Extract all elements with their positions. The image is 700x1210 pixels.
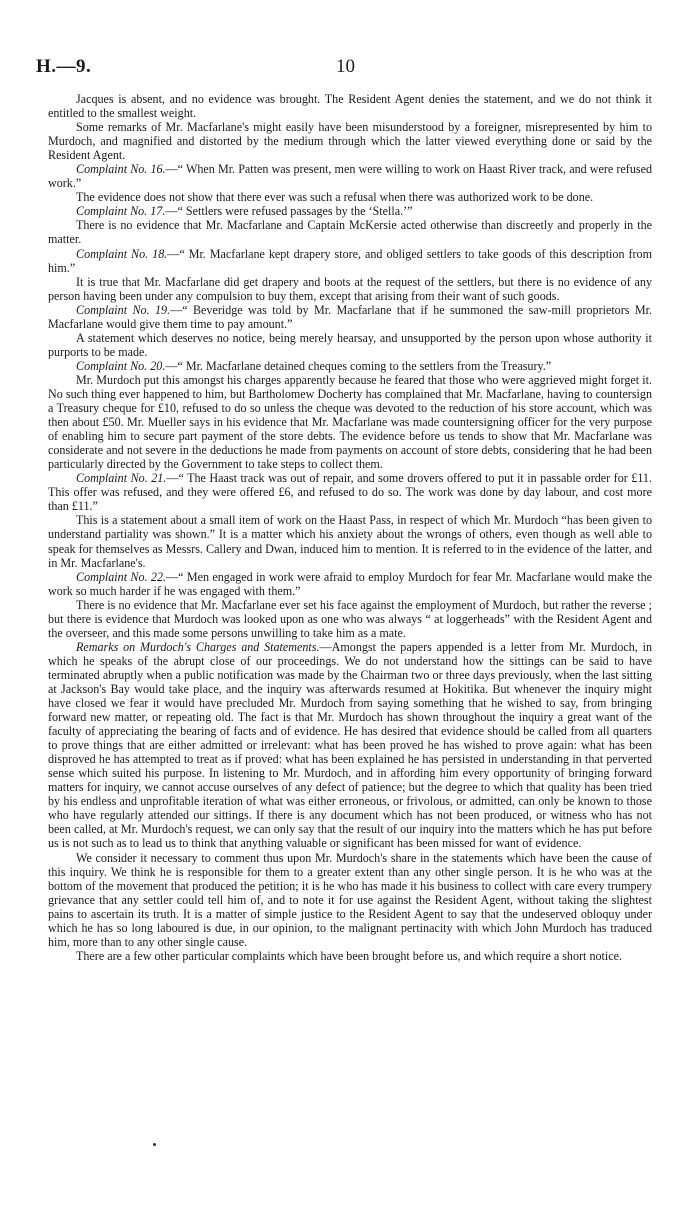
- body-paragraph: [48, 373, 652, 471]
- complaint-label: Remarks on Murdoch's Charges and Statements.: [76, 639, 320, 654]
- paragraph-text: —Amongst the papers appended is a letter from Mr. Murdoch, in which he speaks of the abrupt close of our proceedings. We do not understand how the sittings can be said to have terminated abruptly when a public notification was made by the Chairman two or three days previously, when the last sitting at Jackson's Bay would take place, and the inquiry was afterwards resumed at Hokitika. But whenever the inquiry might have closed we fear it would have precluded Mr. Murdoch from saying something that he wished to say, from bringing forward new matter, or repeating old. The fact is that Mr. Murdoch has shown throughout the inquiry a great want of the faculty of appreciating the bearing of facts and of evidence. He has desired that evidence should be called from all quarters to prove things that are either admitted or irrelevant: what has been proved he has wished to prove again: what has been disproved he has attempted to treat as if proved: what has been explained he has persisted in understanding in that perverted sense which suited his purpose. In listening to Mr. Murdoch, and in affording him every opportunity of bringing forward matters for inquiry, we cannot accuse ourselves of any defect of patience; but the degree to which that quality has been tried by his endless and unprofitable iteration of what was either erroneous, or frivolous, or admitted, can only be known to those who have regularly attended our sittings. If there is any document which has not been produced, or witness who has not been called, at Mr. Murdoch's request, we can only say that the result of our inquiry into the matters which he has put before us is not such as to lead us to think that anything valuable or significant has been missed for want of evidence.: [48, 639, 652, 851]
- paragraph-text: —“ Settlers were refused passages by the ‘Stella.’”: [165, 204, 413, 219]
- print-speck: [153, 1143, 156, 1146]
- body-paragraph: [48, 190, 652, 204]
- body-paragraph: [48, 92, 652, 120]
- complaint-label: Complaint No. 16.: [76, 162, 166, 177]
- page-number: 10: [336, 56, 355, 77]
- complaint-paragraph: [48, 359, 652, 373]
- complaint-paragraph: [48, 162, 652, 190]
- paragraph-text: —“ Beveridge was told by Mr. Macfarlane that if he summoned the saw-mill proprietors Mr. Macfarlane would give them time to pay amount.”: [48, 302, 652, 331]
- body-paragraph: [48, 513, 652, 569]
- paragraph-text: —“ Men engaged in work were afraid to employ Murdoch for fear Mr. Macfarlane would make the work so much harder if he was engaged with them.”: [48, 569, 652, 598]
- complaint-label: Complaint No. 22.: [76, 569, 167, 584]
- paragraph-text: A statement which deserves no notice, being merely hearsay, and unsupported by the person upon whose authority it purports to be made.: [48, 330, 652, 359]
- document-id: H.—9.: [36, 56, 92, 77]
- paragraph-text: Jacques is absent, and no evidence was brought. The Resident Agent denies the statement, and we do not think it entitled to the smallest weight.: [48, 92, 652, 121]
- body-paragraph: [48, 598, 652, 640]
- paragraph-text: It is true that Mr. Macfarlane did get drapery and boots at the request of the settlers, but there is no evidence of any person having been under any compulsion to buy them, except that arising from their want of such goods.: [48, 274, 652, 303]
- paragraph-text: We consider it necessary to comment thus upon Mr. Murdoch's share in the statements which have been the cause of this inquiry. We think he is responsible for them to a greater extent than any other single person. It is he who was at the bottom of the movement that produced the petition; it is he who has made it his business to collect with care every trumpery grievance that any settler could tell him of, and to note it for use against the Resident Agent, without taking the slightest pains to ascertain its truth. It is a matter of simple justice to the Resident Agent to say that the undeserved obloquy under which he has so long laboured is due, in our opinion, to the malignant pertinacity with which John Murdoch has traduced him, more than to any other single cause.: [48, 850, 652, 949]
- paragraph-text: —“ When Mr. Patten was present, men were willing to work on Haast River track, and were refused work.”: [48, 162, 652, 191]
- body-paragraph: [48, 120, 652, 162]
- complaint-label: Complaint No. 18.: [76, 246, 168, 261]
- paragraph-text: There are a few other particular complaints which have been brought before us, and which require a short notice.: [76, 948, 623, 963]
- body-paragraph: [48, 218, 652, 246]
- complaint-paragraph: [48, 204, 652, 218]
- complaint-paragraph: [48, 471, 652, 513]
- paragraph-text: —“ The Haast track was out of repair, and some drovers offered to put it in passable order for £11. This offer was refused, and they were offered £6, and refused to do so. The work was done by day labour, and cost more than £11.”: [48, 471, 652, 514]
- complaint-paragraph: [48, 303, 652, 331]
- paragraph-text: Some remarks of Mr. Macfarlane's might easily have been misunderstood by a foreigner, misrepresented by him to Murdoch, and magnified and distorted by the medium through which the latter viewed everything done or said by the Resident Agent.: [48, 120, 652, 163]
- complaint-paragraph: [48, 640, 652, 851]
- body-paragraph: [48, 275, 652, 303]
- complaint-paragraph: [48, 247, 652, 275]
- paragraph-text: —“ Mr. Macfarlane detained cheques coming to the settlers from the Treasury.”: [165, 358, 552, 373]
- paragraph-text: The evidence does not show that there ever was such a refusal when there was authorized work to be done.: [76, 190, 594, 205]
- page-header: [36, 56, 664, 80]
- paragraph-text: There is no evidence that Mr. Macfarlane ever set his face against the employment of Murdoch, but rather the reverse ; but there is evidence that Murdoch was looked upon as one who was always “ at loggerheads” with the Resident Agent and the overseer, and this made some persons unwilling to take him as a mate.: [48, 597, 652, 640]
- paragraph-text: Mr. Murdoch put this amongst his charges apparently because he feared that those who were aggrieved might forget it. No such thing ever happened to him, but Bartholomew Docherty has complained that Mr. Macfarlane, having to countersign a Treasury cheque for £10, refused to do so unless the cheque was devoted to the reduction of his store account, which was then about £50. Mr. Mueller says in his evidence that Mr. Macfarlane was made countersigning officer for the very purpose of enabling him to secure part payment of the store debts. The evidence before us tends to show that Mr. Macfarlane was considerate and not severe in the deductions he made from payments on account of store debts, considering that he had been particularly directed by the Government to take steps to collect them.: [48, 372, 652, 472]
- complaint-label: Complaint No. 19.: [76, 302, 171, 317]
- report-body: [48, 92, 652, 963]
- complaint-label: Complaint No. 17.: [76, 204, 166, 219]
- complaint-label: Complaint No. 20.: [76, 358, 166, 373]
- paragraph-text: There is no evidence that Mr. Macfarlane and Captain McKersie acted otherwise than discreetly and properly in the matter.: [48, 218, 652, 247]
- complaint-label: Complaint No. 21.: [76, 471, 167, 486]
- complaint-paragraph: [48, 570, 652, 598]
- paragraph-text: —“ Mr. Macfarlane kept drapery store, and obliged settlers to take goods of this description from him.”: [48, 246, 652, 275]
- paragraph-text: This is a statement about a small item of work on the Haast Pass, in respect of which Mr. Murdoch “has been given to understand partiality was shown.” It is a matter which his anxiety about the wrongs of others, even though as well able to speak for themselves as Messrs. Callery and Dwan, induced him to mention. It is referred to in the evidence of the latter, and in Mr. Macfarlane's.: [48, 513, 652, 570]
- body-paragraph: [48, 851, 652, 949]
- body-paragraph: [48, 949, 652, 963]
- body-paragraph: [48, 331, 652, 359]
